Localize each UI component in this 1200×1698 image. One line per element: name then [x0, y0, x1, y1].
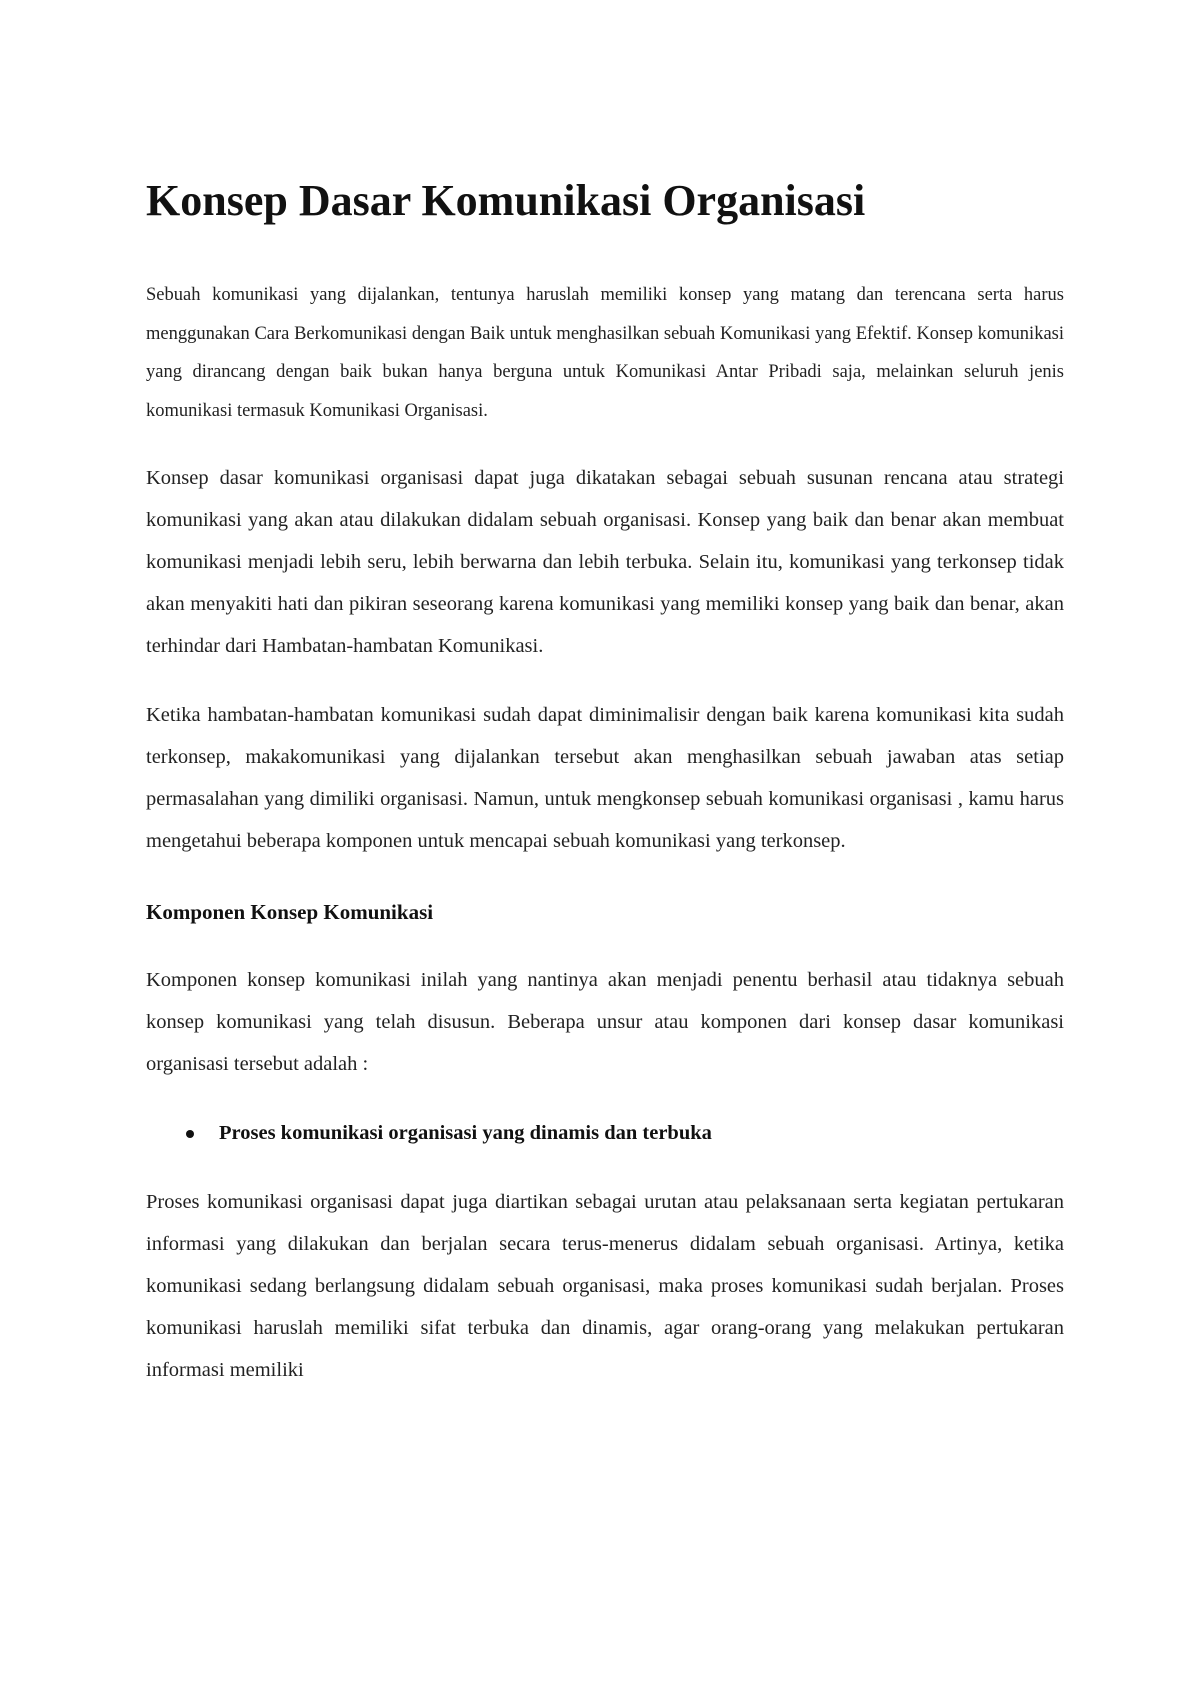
section-heading: Komponen Konsep Komunikasi [146, 900, 434, 924]
bullet-item [146, 1113, 1064, 1153]
barriers-paragraph: Ketika hambatan-hambatan komunikasi sudah dapat diminimalisir dengan baik karena komunikasi kita sudah terkonsep, makakomunikasi yang dijalankan tersebut akan menghasilkan sebuah jawaban atas setiap permasalahan yang dimiliki organisasi. Namun, untuk mengkonsep sebuah komunikasi organisasi , kamu harus mengetahui beberapa komponen untuk mencapai sebuah komunikasi yang terkonsep. [146, 704, 1064, 852]
component-bullet-list [146, 1113, 1064, 1153]
bullet-dot-icon [186, 1130, 194, 1138]
components-paragraph: Komponen konsep komunikasi inilah yang nantinya akan menjadi penentu berhasil atau tidaknya sebuah konsep komunikasi yang telah disusun. Beberapa unsur atau komponen dari konsep dasar komunikasi organisasi tersebut adalah : [146, 969, 1064, 1075]
concept-paragraph: Konsep dasar komunikasi organisasi dapat juga dikatakan sebagai sebuah susunan rencana atau strategi komunikasi yang akan atau dilakukan didalam sebuah organisasi. Konsep yang baik dan benar akan membuat komunikasi menjadi lebih seru, lebih berwarna dan lebih terbuka. Selain itu, komunikasi yang terkonsep tidak akan menyakiti hati dan pikiran seseorang karena komunikasi yang memiliki konsep yang baik dan benar, akan terhindar dari Hambatan-hambatan Komunikasi. [146, 467, 1064, 657]
document-title: Konsep Dasar Komunikasi Organisasi [146, 176, 866, 225]
bullet-item-text: Proses komunikasi organisasi yang dinamis dan terbuka [219, 1122, 712, 1144]
intro-paragraph: Sebuah komunikasi yang dijalankan, tentunya haruslah memiliki konsep yang matang dan terencana serta harus menggunakan Cara Berkomunikasi dengan Baik untuk menghasilkan sebuah Komunikasi yang Efektif. Konsep komunikasi yang dirancang dengan baik bukan hanya berguna untuk Komunikasi Antar Pribadi saja, melainkan seluruh jenis komunikasi termasuk Komunikasi Organisasi. [146, 285, 1064, 421]
document-content [146, 170, 1064, 1391]
process-paragraph: Proses komunikasi organisasi dapat juga diartikan sebagai urutan atau pelaksanaan serta kegiatan pertukaran informasi yang dilakukan dan berjalan secara terus-menerus didalam sebuah organisasi. Artinya, ketika komunikasi sedang berlangsung didalam sebuah organisasi, maka proses komunikasi sudah berjalan. Proses komunikasi haruslah memiliki sifat terbuka dan dinamis, agar orang-orang yang melakukan pertukaran informasi memiliki [146, 1191, 1064, 1381]
